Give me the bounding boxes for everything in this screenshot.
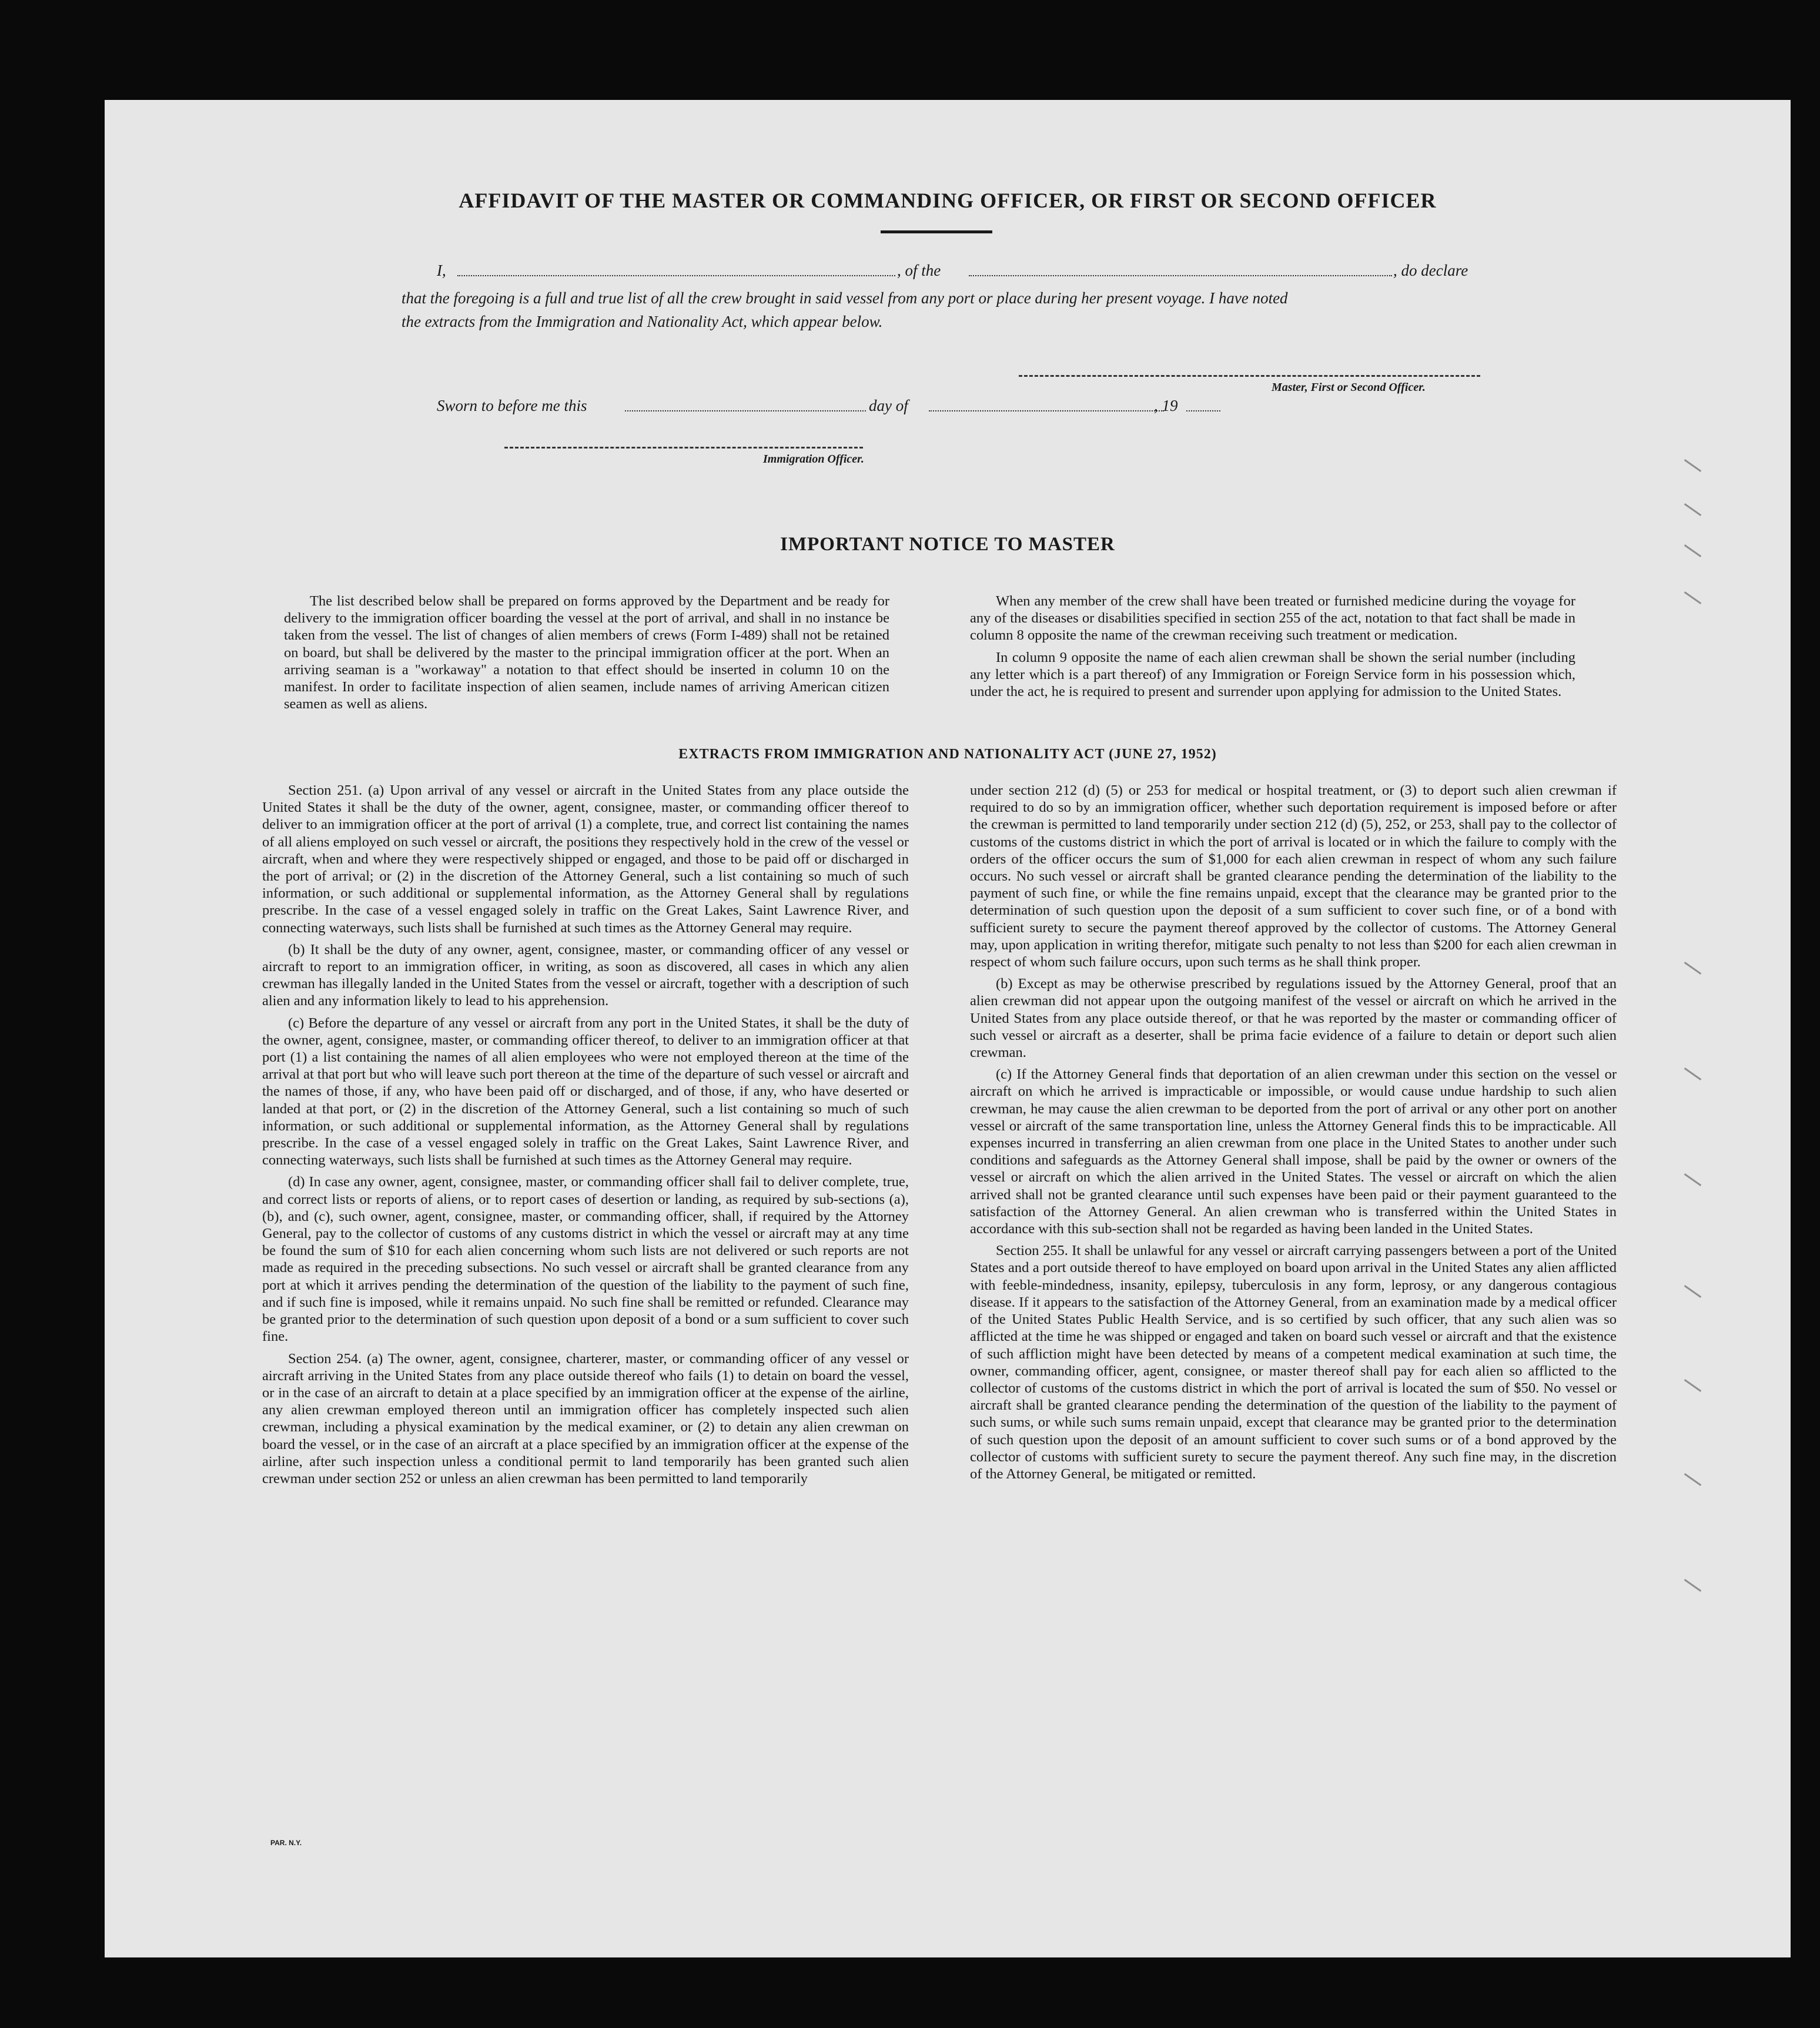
- margin-mark: [1684, 1473, 1702, 1486]
- immigration-officer-signature-line[interactable]: [504, 447, 863, 449]
- sworn-month-blank-field[interactable]: [929, 410, 1164, 411]
- margin-mark: [1684, 591, 1702, 604]
- extract-section-255: Section 255. It shall be unlawful for any vessel or aircraft carrying passengers between a port of the United States and a port outside thereof to have employed on board upon arrival in the United States any alien afflicted with feeble-mindedness, insanity, epilepsy, tuberculosis in any form, leprosy, or any dangerous contagious disease. If it appears to the satisfaction of the Attorney General, from an examination made by a medical officer of the United States Public Health Service, and is so certified by such officer, that any such alien was so afflicted at the time he was shipped or engaged and taken on board such vessel or aircraft and that the existence of such affliction might have been detected by means of a competent medical examination at such time, the owner, commanding officer, agent, consignee, or master thereof shall pay for each alien so afflicted to the collector of customs of the customs district in which the port of arrival is located the sum of $50. No vessel or aircraft shall be granted clearance pending the determination of the question of the liability to the payment of such sums, or while such sums remain unpaid, except that clearance may be granted prior to the determination of such question upon the deposit of an amount sufficient to cover such sums or of a bond approved by the collector of customs with sufficient surety to secure the payment thereof. Any such fine may, in the discretion of the Attorney General, be mitigated or remitted.: [970, 1243, 1617, 1482]
- do-declare-label: , do declare: [1393, 262, 1468, 279]
- margin-mark: [1684, 503, 1702, 516]
- declaration-line-1: that the foregoing is a full and true list of all the crew brought in said vessel from any port or place during her present voyage. I have noted: [402, 289, 1288, 307]
- notice-title: IMPORTANT NOTICE TO MASTER: [780, 534, 1115, 555]
- notice-left-column: [284, 593, 889, 717]
- extracts-left-column: [262, 782, 909, 1492]
- extract-section-254c: (c) If the Attorney General finds that deportation of an alien crewman under this section on the vessel or aircraft on which he arrived is impracticable or impossible, or would cause undue hardship to such alien crewman, he may cause the alien crewman to be deported from the port of arrival or any other port on another vessel or aircraft of the same transportation line, unless the Attorney General finds this to be impracticable. All expenses incurred in transferring an alien crewman from one place in the United States to another under such conditions and safeguards as the Attorney General shall impose, shall be paid by the owner or owners of the vessel or aircraft on which the alien arrived in the United States. The vessel or aircraft on which the alien arrived shall not be granted clearance until such expenses have been paid or their payment guaranteed to the satisfaction of the Attorney General. An alien crewman who is transferred within the United States in accordance with this sub-section shall not be regarded as having been landed in the United States.: [970, 1066, 1617, 1237]
- extract-section-251d: (d) In case any owner, agent, consignee, master, or commanding officer shall fail to deliver complete, true, and correct lists or reports of aliens, or to report cases of desertion or landing, as required by sub-sections (a), (b), and (c), such owner, agent, consignee, master, or commanding officer, shall, if required by the Attorney General, pay to the collector of customs of any customs district in which the vessel or aircraft may at any time be found the sum of $10 for each alien concerning whom such lists are not delivered or such reports are not made as required in the preceding subsections. No such vessel or aircraft shall be granted clearance from any port at which it arrives pending the determination of the question of the liability to the payment of such fine, and if such fine is imposed, while it remains unpaid. No such fine shall be remitted or refunded. Clearance may be granted prior to the determination of such question upon deposit of a bond or a sum sufficient to cover such fine.: [262, 1174, 909, 1345]
- year-label: , 19: [1154, 397, 1178, 414]
- master-signature-label: Master, First or Second Officer.: [1272, 381, 1426, 394]
- vessel-blank-field[interactable]: [969, 275, 1392, 276]
- master-signature-line[interactable]: [1019, 375, 1480, 377]
- margin-mark: [1684, 1285, 1702, 1298]
- extracts-right-column: [970, 782, 1617, 1487]
- sworn-year-blank-field[interactable]: [1186, 410, 1220, 411]
- margin-mark: [1684, 1173, 1702, 1186]
- margin-mark: [1684, 1579, 1702, 1592]
- margin-mark: [1684, 1067, 1702, 1080]
- margin-mark: [1684, 459, 1702, 472]
- extract-section-254a-cont: under section 212 (d) (5) or 253 for medical or hospital treatment, or (3) to deport such alien crewman if required to do so by an immigration officer, whether such deportation requirement is imposed before or after the crewman is permitted to land temporarily under section 212 (d) (5), 252, or 253, shall pay to the collector of customs of the customs district in which the port of arrival is located or in which the failure to comply with the orders of the officer occurs the sum of $1,000 for each alien crewman in respect of whom any such failure occurs. No such vessel or aircraft shall be granted clearance pending the determination of the liability to the payment of such fine, or while the fine remains unpaid, except that the clearance may be granted prior to the determination of such question upon the deposit of a sum sufficient to cover such fine, or of a bond with sufficient surety to secure the payment thereof approved by the collector of customs. The Attorney General may, upon application in writing therefor, mitigate such penalty to not less than $200 for each alien crewman in respect of whom such failure occurs, upon such terms as he shall think proper.: [970, 782, 1617, 971]
- sworn-label: Sworn to before me this: [437, 397, 587, 414]
- name-blank-field[interactable]: [457, 275, 895, 276]
- margin-mark: [1684, 1379, 1702, 1392]
- document-page: [105, 100, 1791, 1957]
- extract-section-254a-start: Section 254. (a) The owner, agent, consignee, charterer, master, or commanding officer of any vessel or aircraft arriving in the United States from any place outside thereof who fails (1) to detain on board the vessel, or in the case of an aircraft to detain at a place specified by an immigration officer at the expense of the airline, any alien crewman employed thereon until an immigration officer has completely inspected such alien crewman, including a physical examination by the medical examiner, or (2) to detain any alien crewman on board the vessel, or in the case of an aircraft at a place specified by an immigration officer at the expense of the airline, after such inspection unless a conditional permit to land temporarily has been granted such alien crewman under section 252 or unless an alien crewman has been permitted to land temporarily: [262, 1350, 909, 1487]
- of-the-label: , of the: [897, 262, 941, 279]
- extract-section-251b: (b) It shall be the duty of any owner, agent, consignee, master, or commanding officer of any vessel or aircraft to report to an immigration officer, in writing, as soon as discovered, all cases in which any alien crewman has illegally landed in the United States from the vessel or aircraft, together with a description of such alien and any information likely to lead to his apprehension.: [262, 941, 909, 1009]
- extract-section-251c: (c) Before the departure of any vessel or aircraft from any port in the United States, it shall be the duty of the owner, agent, consignee, master, or commanding officer thereof, to deliver to an immigration officer at that port (1) a list containing the names of all alien employees who were not employed thereon at the time of the arrival at that port but who will leave such port thereon at the time of the departure of such vessel or aircraft and the names of those, if any, who have been paid off or discharged, and of those, if any, who have deserted or landed at that port, or (2) in the discretion of the Attorney General, such a list containing so much of such information, or such additional or supplemental information, as the Attorney General shall by regulations prescribe. In the case of a vessel engaged solely in traffic on the Great Lakes, Saint Lawrence River, and connecting waterways, such lists shall be furnished at such times as the Attorney General may require.: [262, 1015, 909, 1169]
- sworn-day-blank-field[interactable]: [625, 410, 866, 411]
- printer-mark: PAR. N.Y.: [270, 1839, 302, 1847]
- immigration-officer-label: Immigration Officer.: [763, 453, 864, 466]
- declaration-line-2: the extracts from the Immigration and Nationality Act, which appear below.: [402, 313, 883, 330]
- notice-left-paragraph: The list described below shall be prepared on forms approved by the Department and be ready for delivery to the immigration officer boarding the vessel at the port of arrival, and shall in no instance be taken from the vessel. The list of changes of alien members of crews (Form I-489) shall not be retained on board, but shall be delivered by the master to the principal immigration officer at the port. When an arriving seaman is a "workaway" a notation to that effect should be inserted in column 10 on the manifest. In order to facilitate inspection of alien seamen, include names of arriving American citizen seamen as well as aliens.: [284, 593, 889, 712]
- extract-section-251a: Section 251. (a) Upon arrival of any vessel or aircraft in the United States from any place outside the United States it shall be the duty of the owner, agent, consignee, master, or commanding officer thereof to deliver to an immigration officer at the port of arrival (1) a complete, true, and correct list containing the names of all aliens employed on such vessel or aircraft, the positions they respectively hold in the crew of the vessel or aircraft, when and where they were respectively shipped or engaged, and those to be paid off or discharged in the port of arrival; or (2) in the discretion of the Attorney General, such a list containing so much of such information, or such additional or supplemental information, as the Attorney General shall by regulations prescribe. In the case of a vessel engaged solely in traffic on the Great Lakes, Saint Lawrence River, and connecting waterways, such lists shall be furnished at such times as the Attorney General may require.: [262, 782, 909, 936]
- extract-section-254b: (b) Except as may be otherwise prescribed by regulations issued by the Attorney General, proof that an alien crewman did not appear upon the outgoing manifest of the vessel or aircraft on which he arrived in the United States from any place outside thereof, or that he was reported by the master or commanding officer of such vessel or aircraft as a deserter, shall be prima facie evidence of a failure to detain or deport such alien crewman.: [970, 976, 1617, 1061]
- i-label: I,: [437, 262, 446, 279]
- extracts-title: EXTRACTS FROM IMMIGRATION AND NATIONALITY ACT (JUNE 27, 1952): [678, 747, 1217, 762]
- notice-right-column: [970, 593, 1575, 705]
- notice-right-paragraph-2: In column 9 opposite the name of each alien crewman shall be shown the serial number (including any letter which is a part thereof) of any Immigration or Foreign Service form in his possession which, under the act, he is required to present and surrender upon applying for admission to the United States.: [970, 649, 1575, 700]
- title-divider: [881, 230, 992, 233]
- margin-mark: [1684, 962, 1702, 975]
- affidavit-title: AFFIDAVIT OF THE MASTER OR COMMANDING OFFICER, OR FIRST OR SECOND OFFICER: [459, 189, 1437, 212]
- day-of-label: day of: [869, 397, 908, 414]
- notice-right-paragraph-1: When any member of the crew shall have been treated or furnished medicine during the voyage for any of the diseases or disabilities specified in section 255 of the act, notation to that fact shall be made in column 8 opposite the name of the crewman receiving such treatment or medication.: [970, 593, 1575, 644]
